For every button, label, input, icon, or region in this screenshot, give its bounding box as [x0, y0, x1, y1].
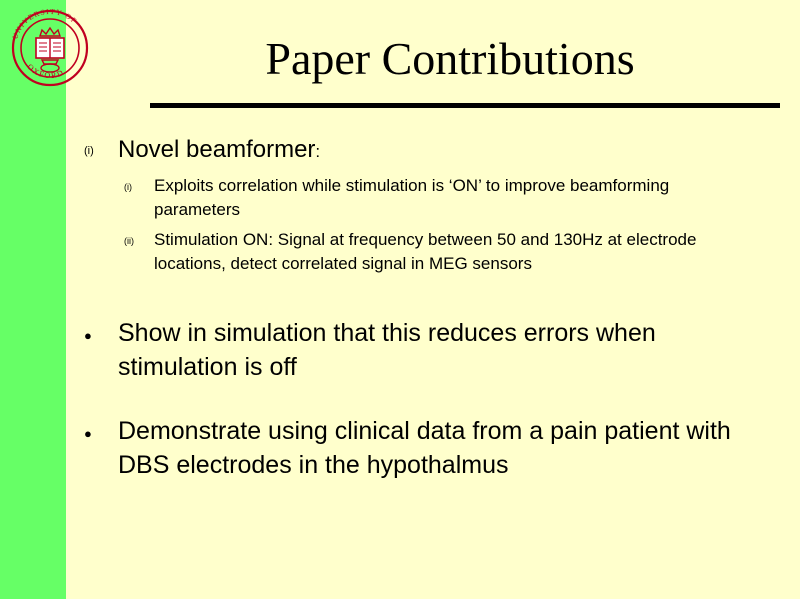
bullet-item-2 [76, 316, 786, 384]
bullet-text-1 [118, 134, 320, 168]
svg-text:UNIVERSITY OF: UNIVERSITY OF [10, 6, 80, 41]
spacer-2 [76, 386, 786, 414]
bullet-text-1-main: Novel beamformer [118, 136, 316, 163]
sub-bullet-marker-1-2: (ii) [124, 236, 134, 246]
sub-bullet-text-1-2: Stimulation ON: Signal at frequency between 50 and 130Hz at electrode locations, detect correlated signal in MEG sensors [154, 230, 697, 273]
bullet-text-1-suffix: : [315, 142, 321, 161]
sub-bullet-item-1-1 [118, 174, 786, 222]
sub-bullet-text-1-1: Exploits correlation while stimulation is ‘ON’ to improve beamforming parameters [154, 176, 670, 219]
spacer-1 [76, 282, 786, 316]
svg-text:OXFORD: OXFORD [25, 62, 66, 81]
bullet-text-2: Show in simulation that this reduces errors when stimulation is off [118, 319, 656, 381]
sub-bullet-marker-1-1: (i) [124, 182, 132, 192]
bullet-marker-2: ● [84, 328, 92, 343]
bullet-marker-3: ● [84, 426, 92, 441]
sub-bullet-list-1 [118, 174, 786, 276]
slide-title: Paper Contributions [265, 33, 635, 84]
bullet-item-1 [76, 134, 786, 168]
bullet-text-3: Demonstrate using clinical data from a pain patient with DBS electrodes in the hypothalmus [118, 417, 731, 479]
title-underline-rule [150, 103, 780, 108]
bullet-item-3 [76, 414, 786, 482]
slide-body [76, 134, 786, 484]
bullet-marker-1: (i) [84, 145, 94, 157]
sub-bullet-item-1-2 [118, 228, 786, 276]
university-of-oxford-crest-icon [6, 4, 94, 92]
